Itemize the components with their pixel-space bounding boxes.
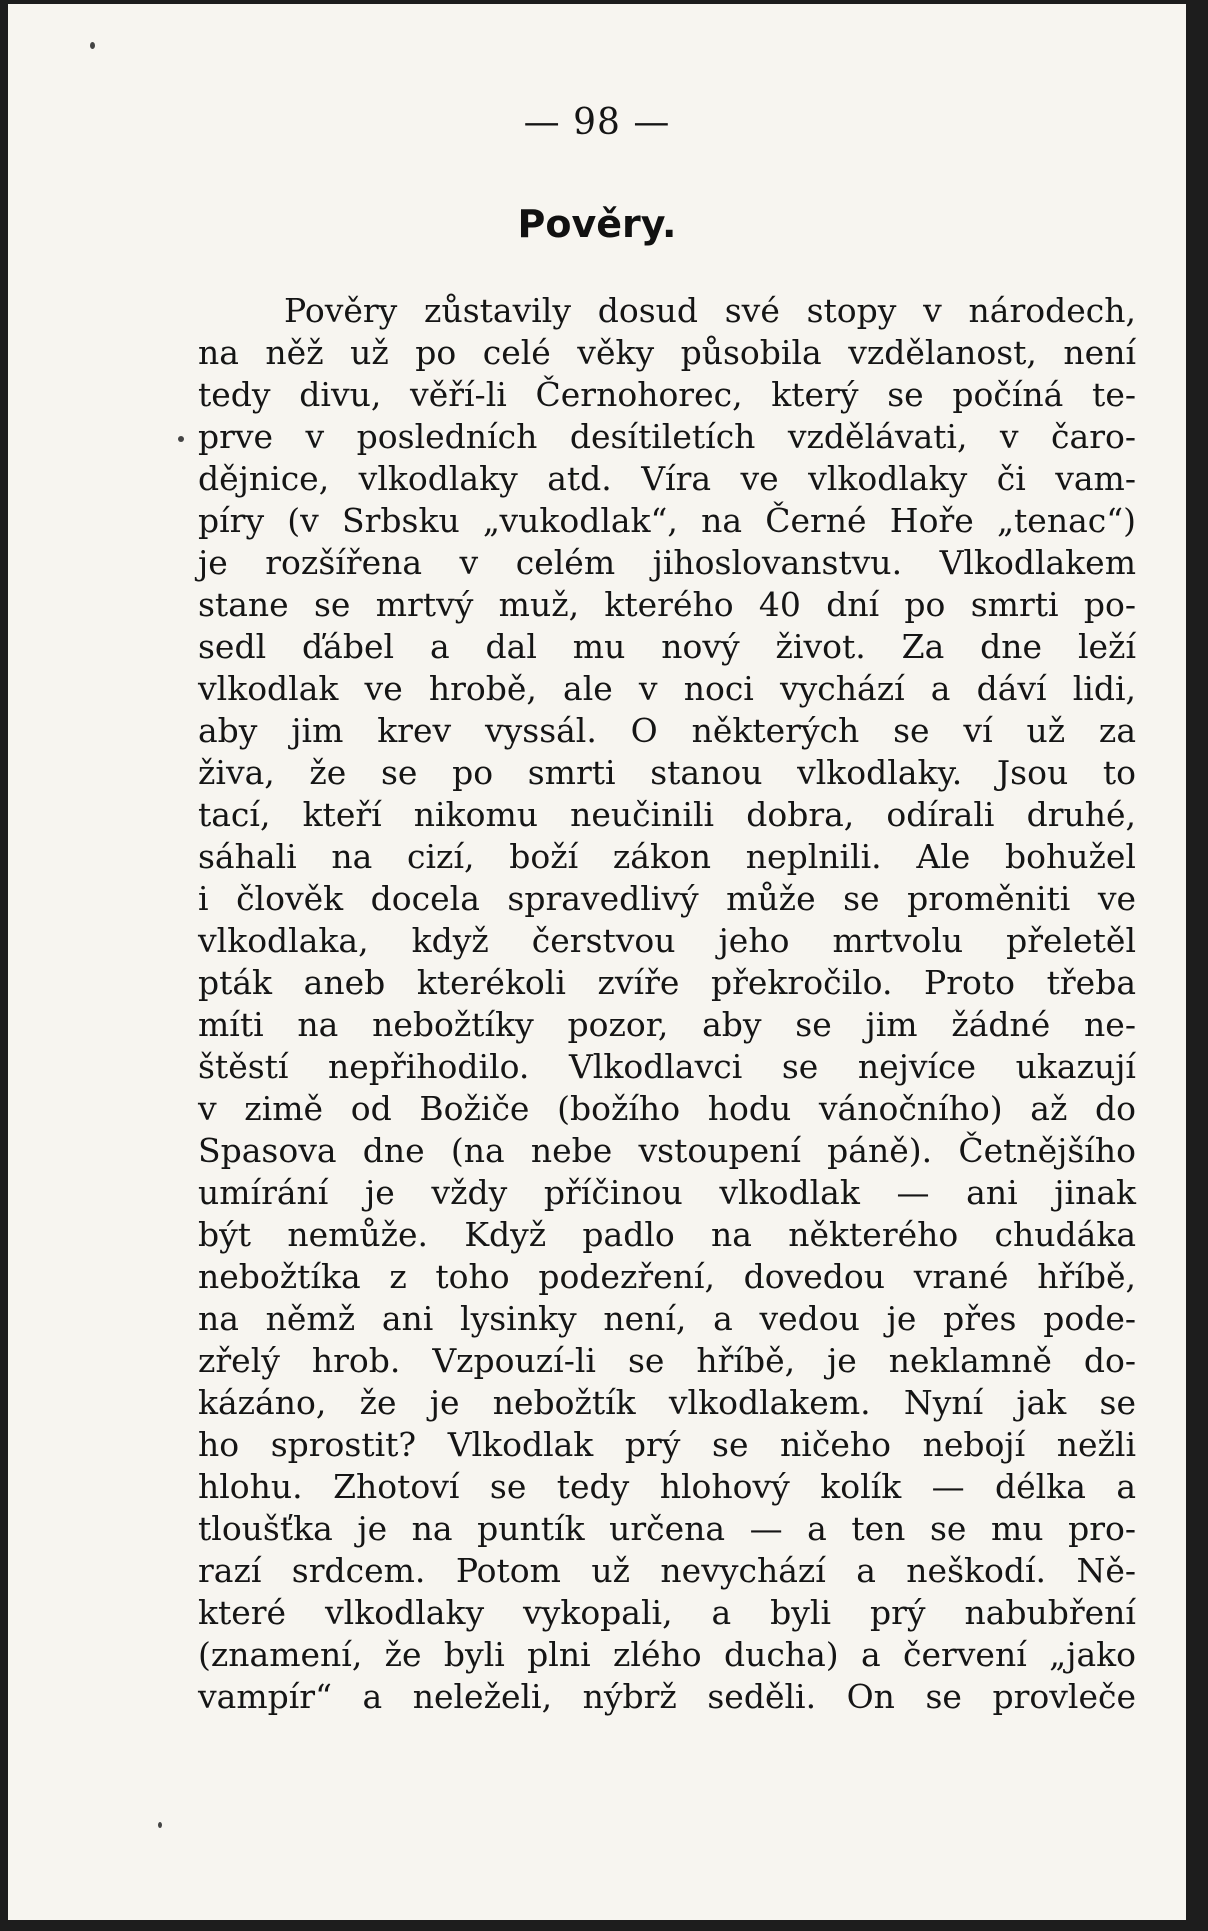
text-line: aby jim krev vyssál. O některých se ví už za: [198, 711, 1136, 750]
body-text: [198, 290, 1136, 1718]
text-line: vampír“ a neleželi, nýbrž seděli. On se provleče: [198, 1677, 1136, 1716]
text-line: stane se mrtvý muž, kterého 40 dní po smrti po-: [198, 585, 1136, 624]
text-line: dějnice, vlkodlaky atd. Víra ve vlkodlaky či vam-: [198, 459, 1136, 498]
text-line: které vlkodlaky vykopali, a byli prý nabubření: [198, 1593, 1136, 1632]
text-line: zřelý hrob. Vzpouzí-li se hříbě, je neklamně do-: [198, 1341, 1136, 1380]
text-line: vlkodlak ve hrobě, ale v noci vychází a dáví lidi,: [198, 669, 1136, 708]
text-line: sáhali na cizí, boží zákon neplnili. Ale bohužel: [198, 837, 1136, 876]
text-line: nebožtíka z toho podezření, dovedou vrané hříbě,: [198, 1257, 1136, 1296]
text-line: míti na nebožtíky pozor, aby se jim žádné ne-: [198, 1005, 1136, 1044]
text-line: je rozšířena v celém jihoslovanstvu. Vlkodlakem: [198, 543, 1136, 582]
print-speck: [90, 42, 95, 49]
text-line: tací, kteří nikomu neučinili dobra, odírali druhé,: [198, 795, 1136, 834]
text-line: sedl ďábel a dal mu nový život. Za dne leží: [198, 627, 1136, 666]
text-line: píry (v Srbsku „vukodlak“, na Černé Hoře „tenac“): [198, 501, 1136, 540]
text-line: tloušťka je na puntík určena — a ten se mu pro-: [198, 1509, 1136, 1548]
text-line: (znamení, že byli plni zlého ducha) a červení „jako: [198, 1635, 1136, 1674]
text-line: ho sprostit? Vlkodlak prý se ničeho nebojí nežli: [198, 1425, 1136, 1464]
text-line: vlkodlaka, když čerstvou jeho mrtvolu přeletěl: [198, 921, 1136, 960]
text-line: prve v posledních desítiletích vzdělávati, v čaro-: [198, 417, 1136, 456]
text-line: na něž už po celé věky působila vzdělanost, není: [198, 333, 1136, 372]
text-line: umírání je vždy příčinou vlkodlak — ani jinak: [198, 1173, 1136, 1212]
print-speck: [178, 436, 184, 442]
text-line: v zimě od Božiče (božího hodu vánočního) až do: [198, 1089, 1136, 1128]
text-line: živa, že se po smrti stanou vlkodlaky. Jsou to: [198, 753, 1136, 792]
text-line: kázáno, že je nebožtík vlkodlakem. Nyní jak se: [198, 1383, 1136, 1422]
book-page: [8, 4, 1186, 1920]
text-line: i člověk docela spravedlivý může se proměniti ve: [198, 879, 1136, 918]
chapter-title: Pověry.: [517, 202, 677, 246]
text-line: pták aneb kterékoli zvíře překročilo. Proto třeba: [198, 963, 1136, 1002]
text-line: Pověry zůstavily dosud své stopy v národech,: [284, 291, 1136, 330]
page-number: — 98 —: [523, 102, 671, 143]
text-line: razí srdcem. Potom už nevychází a neškodí. Ně-: [198, 1551, 1136, 1590]
text-line: Spasova dne (na nebe vstoupení páně). Četnějšího: [198, 1131, 1136, 1170]
text-line: tedy divu, věří-li Černohorec, který se počíná te-: [198, 375, 1136, 414]
text-line: být nemůže. Když padlo na některého chudáka: [198, 1215, 1136, 1254]
text-line: na němž ani lysinky není, a vedou je přes pode-: [198, 1299, 1136, 1338]
text-line: štěstí nepřihodilo. Vlkodlavci se nejvíce ukazují: [198, 1047, 1136, 1086]
print-speck: [158, 1822, 162, 1828]
text-line: hlohu. Zhotoví se tedy hlohový kolík — délka a: [198, 1467, 1136, 1506]
